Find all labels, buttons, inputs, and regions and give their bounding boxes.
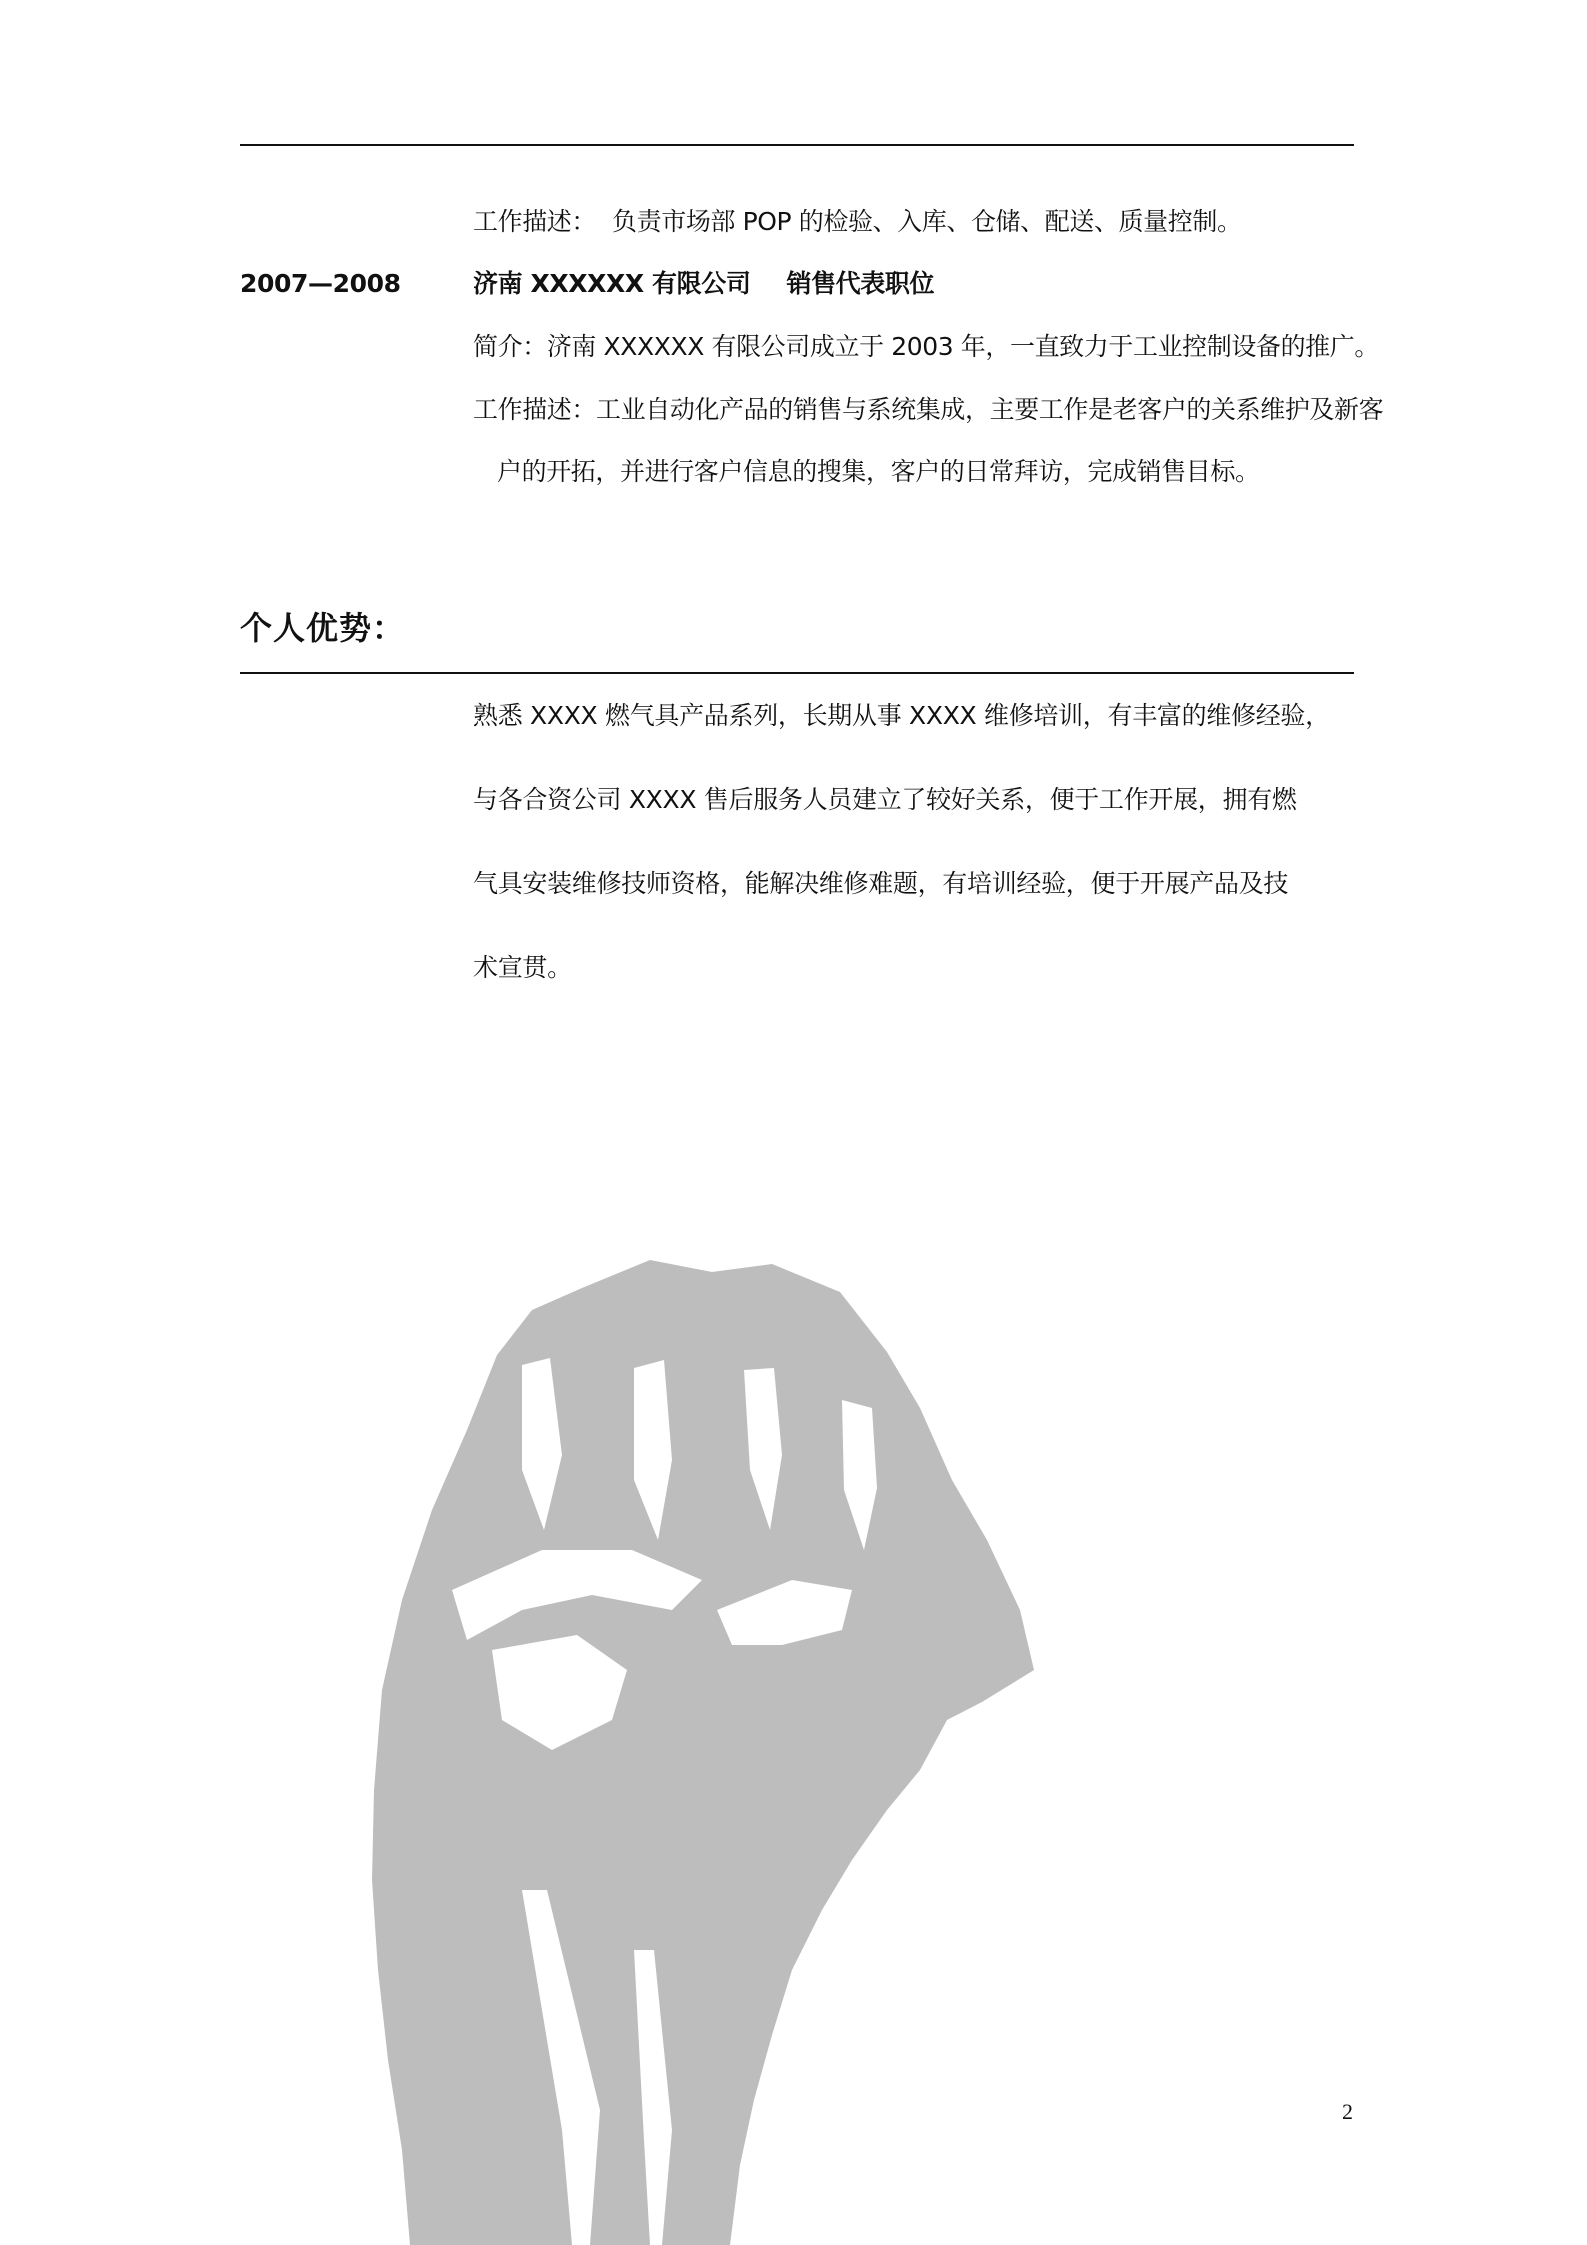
strengths-line-1: 熟悉 XXXX 燃气具产品系列，长期从事 XXXX 维修培训，有丰富的维修经验， bbox=[473, 701, 1330, 730]
top-divider bbox=[240, 144, 1354, 146]
entry-description-line-2: 户的开拓，并进行客户信息的搜集，客户的日常拜访，完成销售目标。 bbox=[497, 457, 1260, 486]
description-label: 工作描述： bbox=[473, 395, 597, 424]
entry-company-position bbox=[473, 267, 934, 301]
company-name: 济南 XXXXXX 有限公司 bbox=[473, 269, 751, 298]
previous-description bbox=[473, 205, 1242, 239]
entry-period: 2007—2008 bbox=[240, 269, 401, 298]
strengths-line-4: 术宣贯。 bbox=[473, 953, 572, 982]
description-text: 负责市场部 POP 的检验、入库、仓储、配送、质量控制。 bbox=[612, 207, 1242, 236]
entry-description-line-1 bbox=[473, 393, 1383, 427]
entry-intro bbox=[473, 330, 1379, 364]
position-title: 销售代表职位 bbox=[786, 269, 935, 298]
section-divider bbox=[240, 672, 1354, 674]
description-text: 工业自动化产品的销售与系统集成，主要工作是老客户的关系维护及新客 bbox=[596, 395, 1384, 424]
description-label: 工作描述： bbox=[473, 207, 597, 236]
raised-fist-icon bbox=[372, 1250, 1092, 2245]
intro-label: 简介： bbox=[473, 332, 547, 361]
section-heading-strengths: 个人优势： bbox=[240, 609, 406, 647]
strengths-line-2: 与各合资公司 XXXX 售后服务人员建立了较好关系，便于工作开展，拥有燃 bbox=[473, 785, 1297, 814]
intro-text: 济南 XXXXXX 有限公司成立于 2003 年，一直致力于工业控制设备的推广。 bbox=[546, 332, 1379, 361]
strengths-line-3: 气具安装维修技师资格，能解决维修难题，有培训经验，便于开展产品及技 bbox=[473, 869, 1289, 898]
page-number: 2 bbox=[1342, 2099, 1353, 2124]
